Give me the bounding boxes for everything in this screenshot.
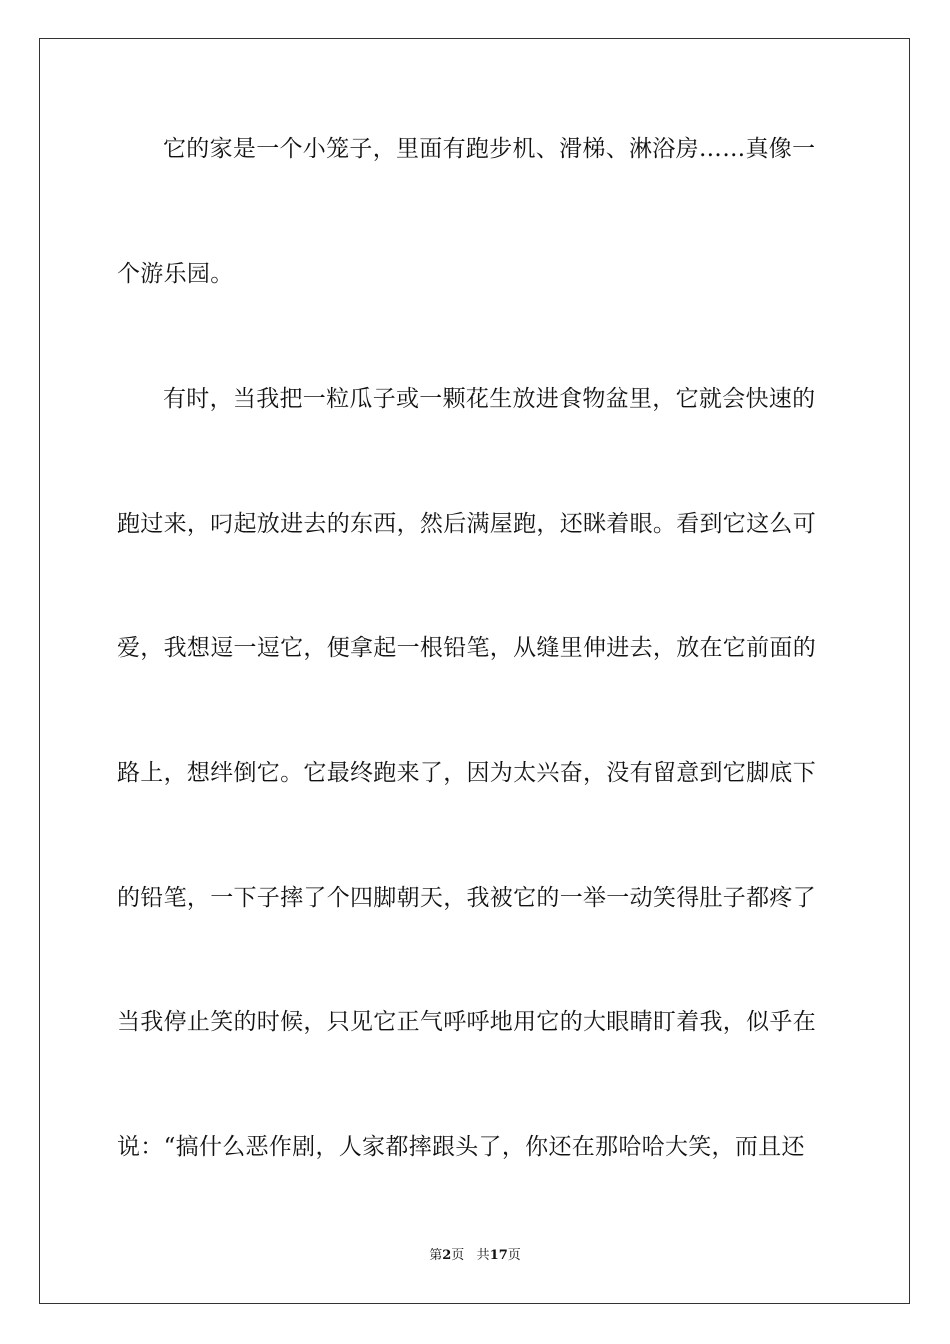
text-line-5: 爱，我想逗一逗它，便拿起一根铅笔，从缝里伸进去，放在它前面的	[117, 635, 816, 661]
total-unit: 页	[507, 1248, 521, 1263]
page-footer	[0, 1248, 950, 1264]
page-border	[39, 38, 910, 1304]
text-line-3: 有时，当我把一粒瓜子或一颗花生放进食物盆里，它就会快速的	[163, 386, 816, 412]
text-line-7: 的铅笔，一下子摔了个四脚朝天，我被它的一举一动笑得肚子都疼了	[117, 885, 816, 911]
total-prefix: 共	[476, 1248, 490, 1263]
text-line-2: 个游乐园。	[117, 261, 234, 287]
page-number: 2	[442, 1248, 452, 1263]
page-total: 17	[489, 1248, 508, 1263]
text-line-6: 路上，想绊倒它。它最终跑来了，因为太兴奋，没有留意到它脚底下	[117, 760, 816, 786]
text-line-8: 当我停止笑的时候，只见它正气呼呼地用它的大眼睛盯着我，似乎在	[117, 1009, 816, 1035]
page-prefix: 第	[429, 1248, 443, 1263]
text-line-1: 它的家是一个小笼子，里面有跑步机、滑梯、淋浴房……真像一	[163, 136, 816, 162]
text-line-4: 跑过来，叼起放进去的东西，然后满屋跑，还眯着眼。看到它这么可	[117, 511, 816, 537]
page-unit: 页	[451, 1248, 465, 1263]
text-line-9: 说：“搞什么恶作剧，人家都摔跟头了，你还在那哈哈大笑，而且还	[117, 1134, 805, 1160]
